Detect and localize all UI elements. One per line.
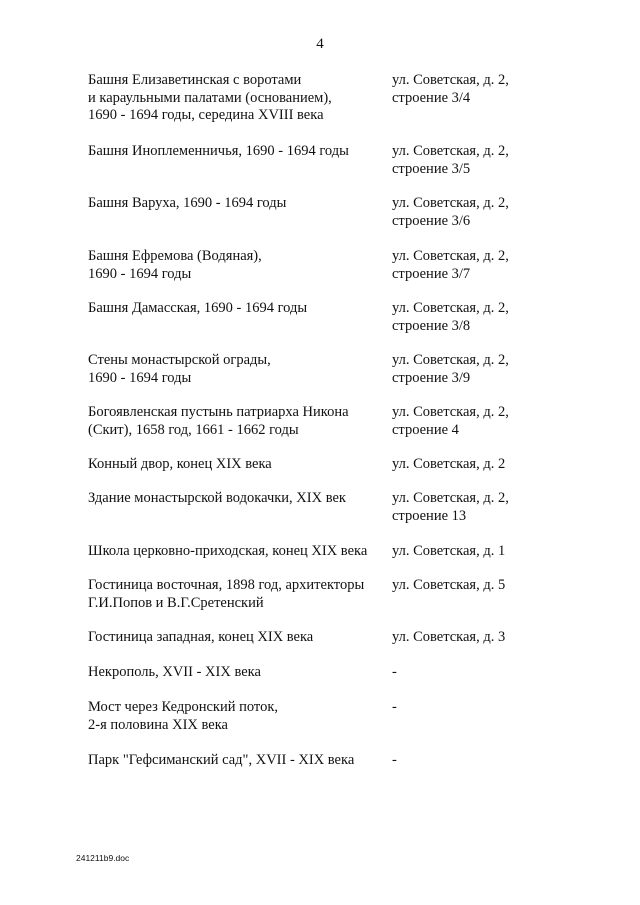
monument-name: Здание монастырской водокачки, XIX век (88, 490, 346, 506)
monument-name: Конный двор, конец XIX века (88, 456, 272, 472)
monument-name: Некрополь, XVII - XIX века (88, 664, 261, 680)
monument-name: Гостиница западная, конец XIX века (88, 629, 314, 645)
monument-address: - (392, 752, 397, 768)
monument-address: ул. Советская, д. 3 (392, 629, 506, 645)
monument-name: Башня Елизаветинская с воротами и караульными палатами (основанием), 1690 - 1694 годы, середина XVIII века (88, 72, 332, 123)
monument-name: Башня Варуха, 1690 - 1694 годы (88, 195, 287, 211)
monument-address: ул. Советская, д. 2, строение 3/9 (392, 352, 509, 386)
monument-address: ул. Советская, д. 2, строение 13 (392, 490, 509, 524)
page-number: 4 (316, 36, 324, 52)
monument-address: ул. Советская, д. 2, строение 3/5 (392, 143, 509, 177)
monument-address: ул. Советская, д. 1 (392, 543, 506, 559)
monument-name: Богоявленская пустынь патриарха Никона (Скит), 1658 год, 1661 - 1662 годы (88, 404, 349, 438)
monument-address: ул. Советская, д. 2, строение 3/8 (392, 300, 509, 334)
monument-name: Башня Ефремова (Водяная), 1690 - 1694 годы (88, 248, 262, 282)
monument-name: Башня Дамасская, 1690 - 1694 годы (88, 300, 308, 316)
monument-address: - (392, 699, 397, 715)
monument-name: Стены монастырской ограды, 1690 - 1694 годы (88, 352, 271, 386)
monument-address: ул. Советская, д. 2 (392, 456, 506, 472)
monument-address: ул. Советская, д. 2, строение 4 (392, 404, 509, 438)
monument-name: Башня Иноплеменничья, 1690 - 1694 годы (88, 143, 349, 159)
monument-name: Парк "Гефсиманский сад", XVII - XIX века (88, 752, 355, 768)
document-file-code: 241211b9.doc (76, 853, 130, 863)
monument-address: - (392, 664, 397, 680)
monument-name: Школа церковно-приходская, конец XIX века (88, 543, 368, 559)
monument-address: ул. Советская, д. 2, строение 3/4 (392, 72, 509, 106)
monument-name: Гостиница восточная, 1898 год, архитекторы Г.И.Попов и В.Г.Сретенский (88, 577, 365, 611)
monument-address: ул. Советская, д. 2, строение 3/6 (392, 195, 509, 229)
monument-address: ул. Советская, д. 2, строение 3/7 (392, 248, 509, 282)
monument-name: Мост через Кедронский поток, 2-я половина XIX века (88, 699, 278, 733)
monument-address: ул. Советская, д. 5 (392, 577, 506, 593)
